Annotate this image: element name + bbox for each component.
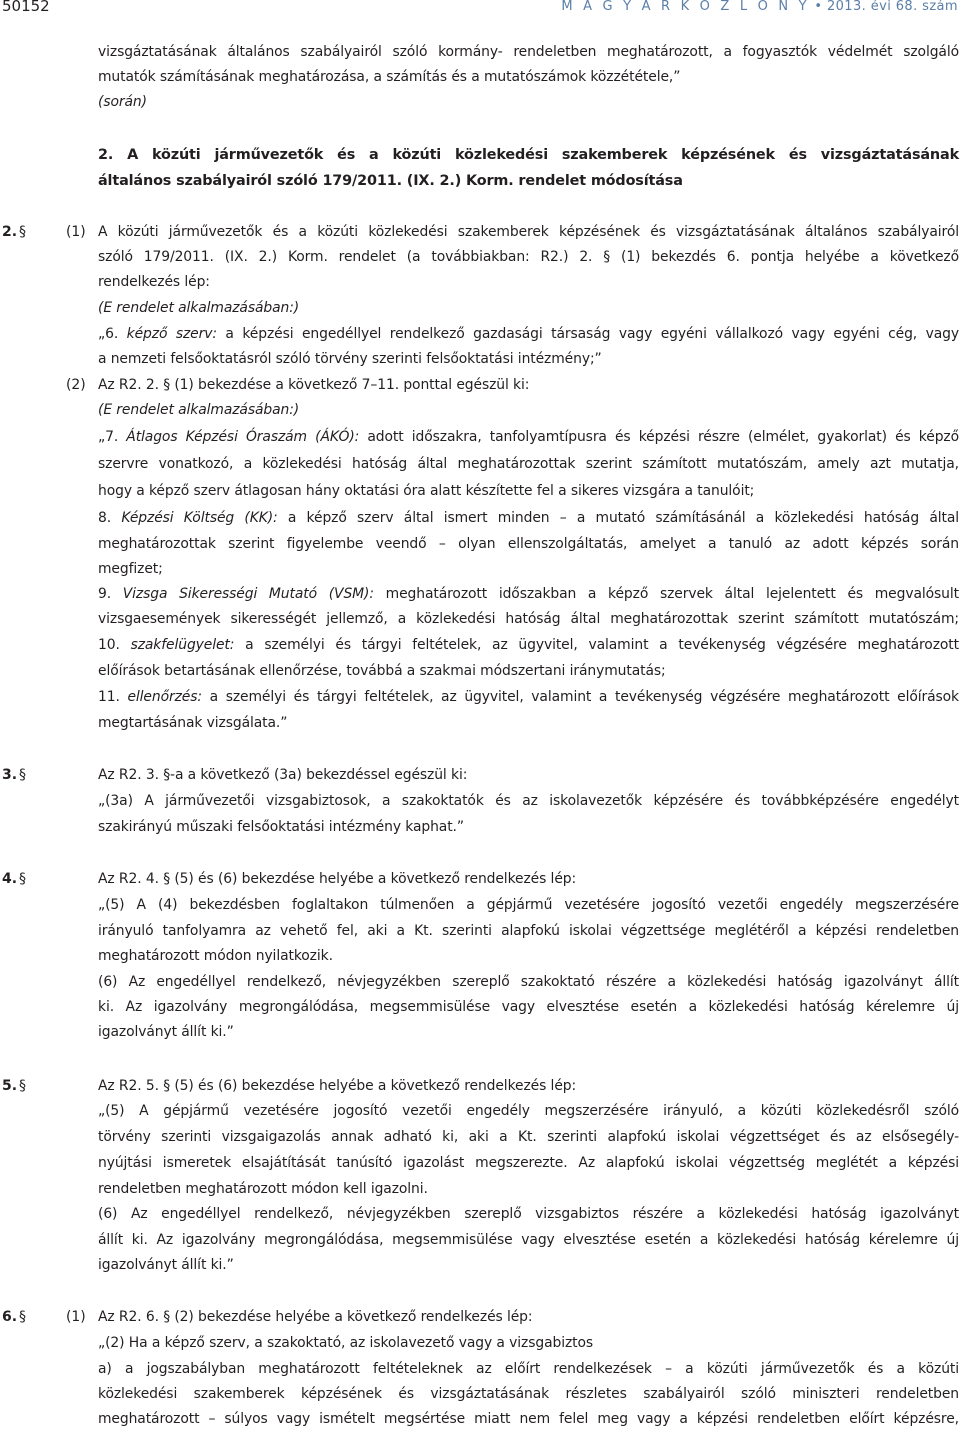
journal-name: M A G Y A R K Ö Z L Ö N Y [561, 0, 810, 14]
paragraph-number: 2. [2, 224, 18, 240]
page-number: 50152 [2, 0, 50, 15]
paragraph-line: meghatározott módon nyilatkozik. [98, 948, 333, 964]
paragraph-line [98, 326, 959, 342]
intro-line: (során) [98, 94, 147, 110]
paragraph-line [98, 637, 959, 653]
defined-term: Vizsga Sikerességi Mutató (VSM): [122, 586, 374, 602]
text-run: a képző szerv által ismert minden – a mutató számításánál a közlekedési hatóság által [277, 510, 960, 526]
section-sign: § [19, 1078, 26, 1094]
paragraph-line: (6) Az engedéllyel rendelkező, névjegyzékben szereplő vizsgabiztos részére a közlekedési hatóság igazolványt [98, 1206, 959, 1222]
paragraph-line: megtartásának vizsgálata.” [98, 715, 288, 731]
paragraph-line: (E rendelet alkalmazásában:) [98, 402, 300, 418]
paragraph-line: előírások betartásának ellenőrzése, továbbá a szakmai módszertani iránymutatás; [98, 663, 666, 679]
issue-label: 2013. évi 68. szám [826, 0, 958, 14]
paragraph-line: „(5) A (4) bekezdésben foglaltakon túlmenően a gépjármű vezetésére jogosító vezetői engedély megszerzésére [98, 897, 959, 913]
paragraph-line: megfizet; [98, 561, 163, 577]
paragraph-line: törvény szerinti vizsgaigazolás annak adható ki, aki a Kt. szerinti alapfokú iskolai végzettséget és az elsősegély- [98, 1129, 959, 1145]
text-run: a képzési engedéllyel rendelkező gazdasági társaság vagy egyéni vállalkozó vagy egyéni cég, vagy [216, 326, 959, 342]
paragraph-line: a nemzeti felsőoktatásról szóló törvény szerinti felsőoktatási intézmény;” [98, 351, 602, 367]
paragraph-line: „(3a) A járművezetői vizsgabiztosok, a szakoktatók és az iskolavezetők képzésére és továbbképzésére engedélyt [98, 793, 959, 809]
paragraph-line: meghatározott – súlyos vagy ismételt megsértése miatt nem felel meg vagy a képzési rendeletben előírt képzésre, [98, 1411, 959, 1427]
paragraph-line: szervre vonatkozó, a közlekedési hatóság által meghatározottak szerint számított mutatószám, amely azt mutatja, [98, 456, 959, 472]
defined-term: szakfelügyelet: [130, 637, 235, 653]
paragraph-line [98, 510, 959, 526]
subsection-number: (2) [66, 377, 86, 393]
paragraph-line: (E rendelet alkalmazásában:) [98, 300, 300, 316]
paragraph-line: Az R2. 6. § (2) bekezdése helyébe a következő rendelkezés lép: [98, 1309, 533, 1325]
section-sign: § [19, 1309, 26, 1325]
text-run: „6. [98, 326, 127, 342]
paragraph-line [98, 429, 959, 445]
paragraph-line: rendelkezés lép: [98, 274, 210, 290]
page-header [0, 0, 960, 22]
paragraph-line: Az R2. 2. § (1) bekezdése a következő 7–11. ponttal egészül ki: [98, 377, 530, 393]
paragraph-line: szakirányú műszaki felsőoktatási intézmény kaphat.” [98, 819, 464, 835]
paragraph-line: közlekedési szakemberek képzésének és vizsgáztatásának részletes szabályairól szóló miniszteri rendeletben [98, 1386, 959, 1402]
text-run: meghatározott időszakban a képző szervek által lejelentett és megvalósult [373, 586, 959, 602]
paragraph-line: hogy a képző szerv átlagosan hány oktatási óra alatt készítette fel a sikeres vizsgára a tanulóit; [98, 483, 755, 499]
subsection-number: (1) [66, 224, 86, 240]
section-title: általános szabályairól szóló 179/2011. (IX. 2.) Korm. rendelet módosítása [98, 173, 683, 189]
text-run: a személyi és tárgyi feltételek, az ügyvitel, valamint a tevékenység végzésére meghatározott előírások [201, 689, 959, 705]
paragraph-line: Az R2. 4. § (5) és (6) bekezdése helyébe a következő rendelkezés lép: [98, 871, 577, 887]
paragraph-line: (6) Az engedéllyel rendelkező, névjegyzékben szereplő szakoktató részére a közlekedési hatóság igazolványt állít [98, 974, 959, 990]
paragraph-line: Az R2. 3. §-a a következő (3a) bekezdéssel egészül ki: [98, 767, 468, 783]
paragraph-number: 6. [2, 1309, 18, 1325]
text-run: „7. [98, 429, 127, 445]
text-run: a személyi és tárgyi feltételek, az ügyvitel, valamint a tevékenység végzésére meghatározott [234, 637, 959, 653]
paragraph-line [98, 689, 959, 705]
text-run: adott időszakra, tanfolyamtípusra és képzési részre (elmélet, gyakorlat) és képző [359, 429, 959, 445]
paragraph-line: állít ki. Az igazolvány megrongálódása, megsemmisülése vagy elvesztése esetén a közlekedési hatóság kérelemre új [98, 1232, 959, 1248]
paragraph-number: 4. [2, 871, 18, 887]
paragraph-line: nyújtási ismeretek elsajátítását tanúsító igazolást megszerezte. Az alapfokú iskolai végzettség meglétét a képzési [98, 1155, 959, 1171]
paragraph-line: a) a jogszabályban meghatározott feltételeknek az előírt rendelkezések – a közúti járművezetők és a közúti [98, 1361, 959, 1377]
paragraph-line: A közúti járművezetők és a közúti közlekedési szakemberek képzésének és vizsgáztatásának általános szabályairól [98, 224, 959, 240]
journal-title [561, 0, 958, 14]
defined-term: képző szerv: [126, 326, 217, 342]
defined-term: Képzési Költség (KK): [121, 510, 278, 526]
defined-term: Átlagos Képzési Óraszám (ÁKÓ): [126, 429, 360, 445]
paragraph-line: Az R2. 5. § (5) és (6) bekezdése helyébe a következő rendelkezés lép: [98, 1078, 577, 1094]
paragraph-line: meghatározottak szerint figyelembe veendő – olyan ellenszolgáltatás, amelyet a tanuló az adott képzés során [98, 536, 959, 552]
intro-line: vizsgáztatásának általános szabályairól szóló kormány- rendeletben meghatározott, a fogyasztók védelmét szolgáló [98, 44, 959, 60]
paragraph-line [98, 586, 959, 602]
paragraph-line: irányuló tanfolyamra az vehető fel, aki a Kt. szerinti alapfokú iskolai végzettsége meglétéről a képzési rendeletben [98, 923, 959, 939]
text-run: 10. [98, 637, 131, 653]
paragraph-number: 3. [2, 767, 18, 783]
text-run: 9. [98, 586, 123, 602]
paragraph-line: rendeletben meghatározott módon kell igazolni. [98, 1181, 428, 1197]
paragraph-line: vizsgaesemények sikerességét jellemző, a közlekedési hatóság által meghatározottak szerint számított mutatószám; [98, 611, 959, 627]
section-sign: § [19, 871, 26, 887]
paragraph-line: „(2) Ha a képző szerv, a szakoktató, az iskolavezető vagy a vizsgabiztos [98, 1335, 594, 1351]
subsection-number: (1) [66, 1309, 86, 1325]
paragraph-line: „(5) A gépjármű vezetésére jogosító vezetői engedély megszerzésére irányuló, a közúti közlekedésről szóló [98, 1103, 959, 1119]
defined-term: ellenőrzés: [127, 689, 202, 705]
text-run: 8. [98, 510, 122, 526]
intro-line: mutatók számításának meghatározása, a számítás és a mutatószámok közzététele,” [98, 69, 681, 85]
section-sign: § [19, 767, 26, 783]
paragraph-number: 5. [2, 1078, 18, 1094]
section-title: 2. A közúti járművezetők és a közúti közlekedési szakemberek képzésének és vizsgáztatásának [98, 147, 959, 163]
bullet-separator: • [814, 0, 823, 14]
section-sign: § [19, 224, 26, 240]
paragraph-line: szóló 179/2011. (IX. 2.) Korm. rendelet (a továbbiakban: R2.) 2. § (1) bekezdés 6. pontja helyébe a következő [98, 249, 959, 265]
paragraph-line: ki. Az igazolvány megrongálódása, megsemmisülése vagy elvesztése esetén a közlekedési hatóság kérelemre új [98, 999, 959, 1015]
paragraph-line: igazolványt állít ki.” [98, 1024, 234, 1040]
text-run: 11. [98, 689, 128, 705]
paragraph-line: igazolványt állít ki.” [98, 1257, 234, 1273]
